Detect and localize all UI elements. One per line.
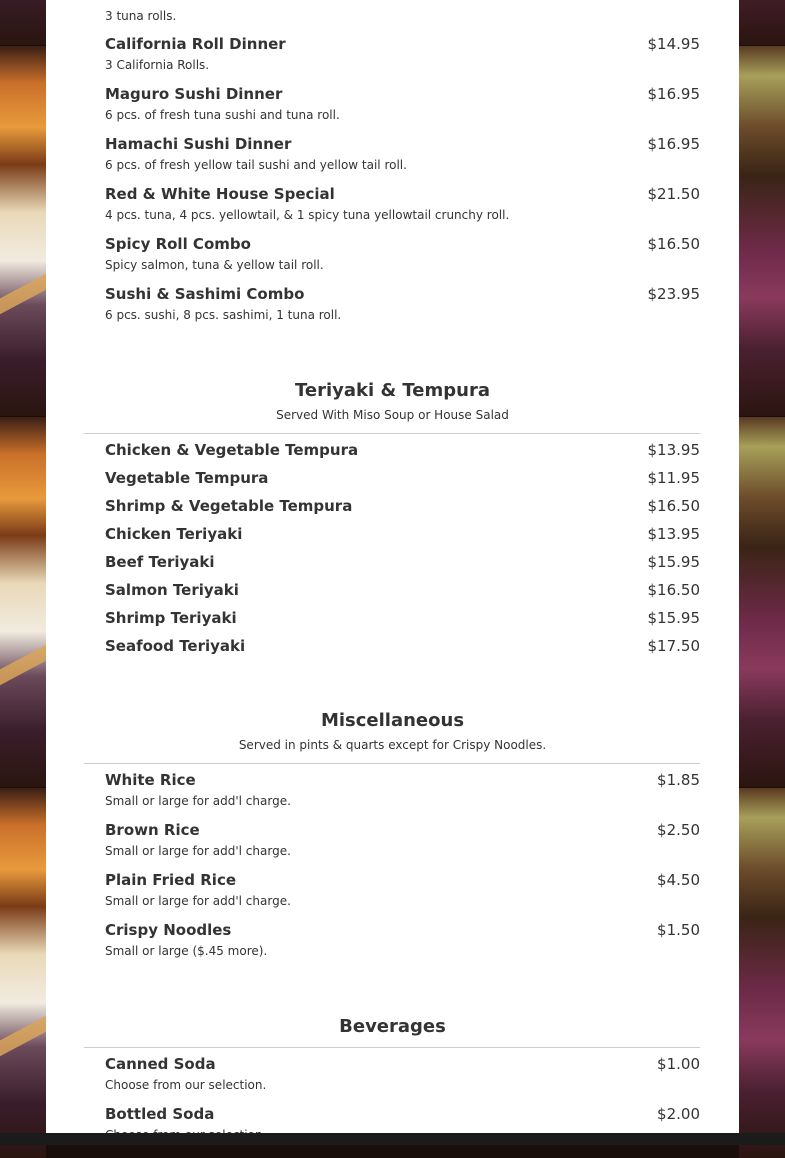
- item-description: Small or large for add'l charge.: [105, 844, 291, 858]
- item-price: $1.50: [657, 921, 700, 939]
- item-price: $16.50: [647, 581, 700, 599]
- menu-page: [46, 0, 739, 1133]
- item-name: Crispy Noodles: [105, 921, 232, 939]
- item-description: 4 pcs. tuna, 4 pcs. yellowtail, & 1 spicy tuna yellowtail crunchy roll.: [105, 208, 510, 222]
- item-description: 6 pcs. of fresh yellow tail sushi and yellow tail roll.: [105, 158, 407, 172]
- background-photo-tile: [0, 788, 46, 1158]
- section-subtitle: Served With Miso Soup or House Salad: [276, 408, 509, 422]
- item-price: $15.95: [647, 609, 700, 627]
- section-title: Teriyaki & Tempura: [295, 380, 490, 401]
- item-price: $23.95: [647, 285, 700, 303]
- section-divider: [84, 763, 700, 764]
- item-name: Seafood Teriyaki: [105, 637, 246, 655]
- background-photo-tile: [739, 46, 785, 416]
- item-name: Spicy Roll Combo: [105, 235, 251, 253]
- item-name: Shrimp Teriyaki: [105, 609, 237, 627]
- background-photo-tile: [0, 46, 46, 416]
- item-name: Maguro Sushi Dinner: [105, 85, 283, 103]
- item-name: Canned Soda: [105, 1055, 216, 1073]
- section-divider: [84, 433, 700, 434]
- item-description: 3 tuna rolls.: [105, 9, 177, 23]
- item-price: $16.95: [647, 135, 700, 153]
- item-description: 3 California Rolls.: [105, 58, 210, 72]
- item-name: Chicken & Vegetable Tempura: [105, 441, 359, 459]
- item-price: $1.85: [657, 771, 700, 789]
- item-description: Small or large ($.45 more).: [105, 944, 268, 958]
- item-price: $1.00: [657, 1055, 700, 1073]
- section-subtitle: Served in pints & quarts except for Crispy Noodles.: [238, 738, 547, 752]
- item-description: Spicy salmon, tuna & yellow tail roll.: [105, 258, 324, 272]
- item-name: Chicken Teriyaki: [105, 525, 243, 543]
- background-photo-tile: [0, 0, 46, 45]
- item-name: Salmon Teriyaki: [105, 581, 239, 599]
- item-price: $14.95: [647, 35, 700, 53]
- item-name: Sushi & Sashimi Combo: [105, 285, 305, 303]
- item-description: 6 pcs. of fresh tuna sushi and tuna roll.: [105, 108, 340, 122]
- background-photo-tile: [739, 417, 785, 787]
- item-name: Brown Rice: [105, 821, 200, 839]
- section-title: Beverages: [339, 1016, 446, 1037]
- item-name: White Rice: [105, 771, 196, 789]
- item-name: Hamachi Sushi Dinner: [105, 135, 292, 153]
- background-photo-tile: [739, 788, 785, 1158]
- item-price: $16.50: [647, 235, 700, 253]
- background-photo-tile: [739, 0, 785, 45]
- item-description: Small or large for add'l charge.: [105, 794, 291, 808]
- item-description: Choose from our selection.: [105, 1078, 267, 1092]
- item-description: 6 pcs. sushi, 8 pcs. sashimi, 1 tuna roll.: [105, 308, 342, 322]
- item-description: Small or large for add'l charge.: [105, 894, 291, 908]
- bottom-bar: [0, 1133, 785, 1145]
- item-price: $21.50: [647, 185, 700, 203]
- item-price: $13.95: [647, 441, 700, 459]
- background-photo-tile: [0, 417, 46, 787]
- section-title: Miscellaneous: [320, 710, 465, 731]
- item-price: $4.50: [657, 871, 700, 889]
- item-name: Plain Fried Rice: [105, 871, 237, 889]
- item-name: Beef Teriyaki: [105, 553, 215, 571]
- section-divider: [84, 1047, 700, 1048]
- item-name: California Roll Dinner: [105, 35, 286, 53]
- item-name: Bottled Soda: [105, 1105, 215, 1123]
- item-price: $2.50: [657, 821, 700, 839]
- item-price: $11.95: [647, 469, 700, 487]
- item-name: Vegetable Tempura: [105, 469, 269, 487]
- item-price: $17.50: [647, 637, 700, 655]
- item-price: $16.95: [647, 85, 700, 103]
- item-price: $2.00: [657, 1105, 700, 1123]
- item-price: $15.95: [647, 553, 700, 571]
- item-price: $13.95: [647, 525, 700, 543]
- item-price: $16.50: [647, 497, 700, 515]
- item-name: Red & White House Special: [105, 185, 335, 203]
- item-name: Shrimp & Vegetable Tempura: [105, 497, 353, 515]
